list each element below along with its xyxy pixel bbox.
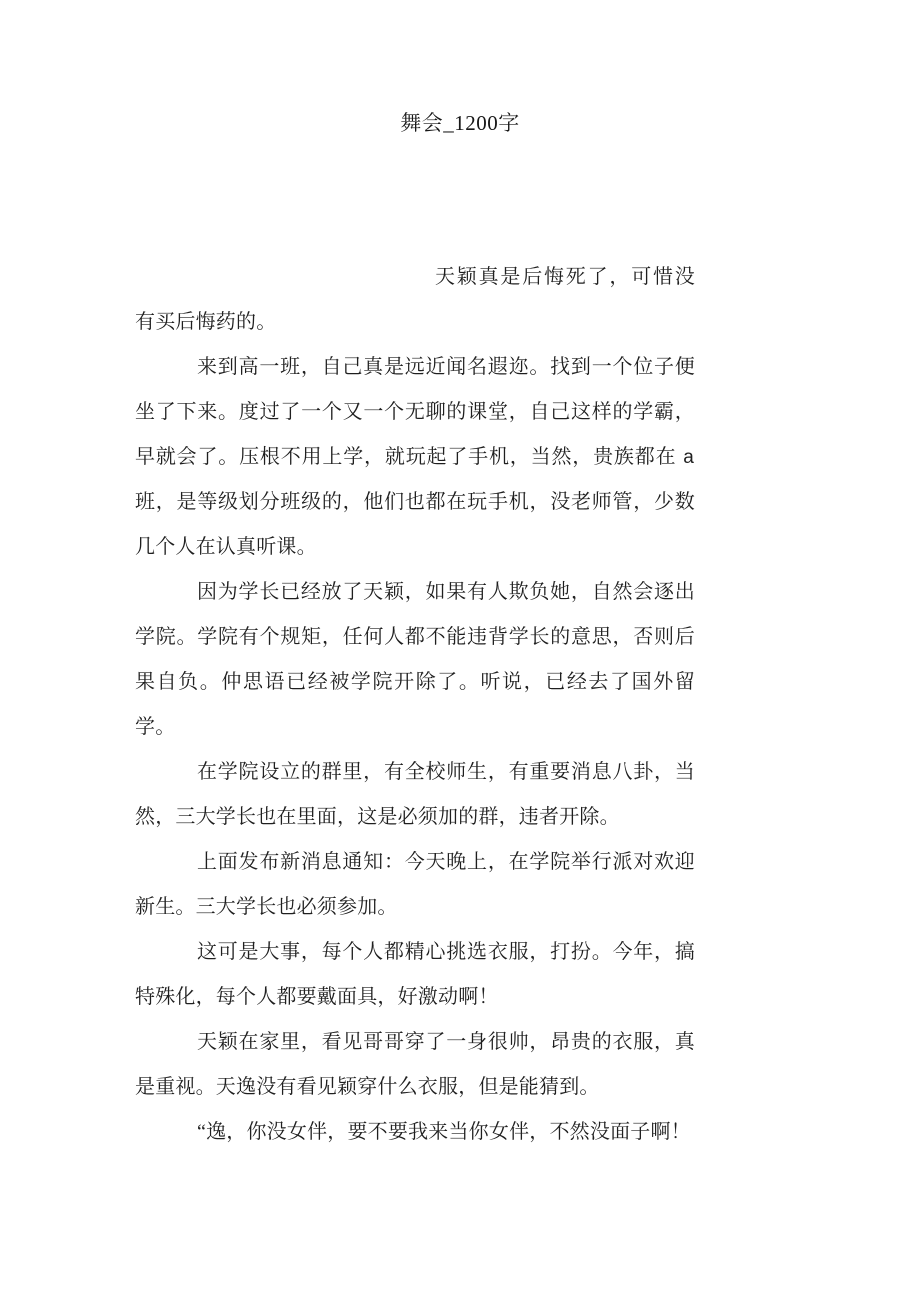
paragraph-4: 在学院设立的群里，有全校师生，有重要消息八卦，当然，三大学长也在里面，这是必须加的群，违者开除。: [135, 761, 695, 828]
paragraph-2: 来到高一班，自己真是远近闻名遐迩。找到一个位子便坐了下来。度过了一个又一个无聊的课堂，自己这样的学霸，早就会了。压根不用上学，就玩起了手机，当然，贵族都在 a 班，是等级划分班级的，他们也都在玩手机，没老师管，少数几个人在认真听课。: [135, 356, 695, 558]
paragraph-1: 天颖真是后悔死了，可惜没有买后悔药的。: [135, 266, 695, 333]
paragraph-7: 天颖在家里，看见哥哥穿了一身很帅，昂贵的衣服，真是重视。天逸没有看见颖穿什么衣服，但是能猜到。: [135, 1031, 695, 1098]
paragraph-3: 因为学长已经放了天颖，如果有人欺负她，自然会逐出学院。学院有个规矩，任何人都不能违背学长的意思，否则后果自负。仲思语已经被学院开除了。听说，已经去了国外留学。: [135, 581, 695, 738]
paragraph-6: 这可是大事，每个人都精心挑选衣服，打扮。今年，搞特殊化，每个人都要戴面具，好激动啊！: [135, 941, 695, 1008]
page-title: 舞会_1200字: [400, 111, 520, 135]
paragraph-5: 上面发布新消息通知：今天晚上，在学院举行派对欢迎新生。三大学长也必须参加。: [135, 851, 695, 918]
body-text-column: [135, 255, 695, 1155]
latin-run: a: [683, 447, 694, 468]
paragraph-8: “逸，你没女伴，要不要我来当你女伴，不然没面子啊！: [197, 1121, 691, 1143]
